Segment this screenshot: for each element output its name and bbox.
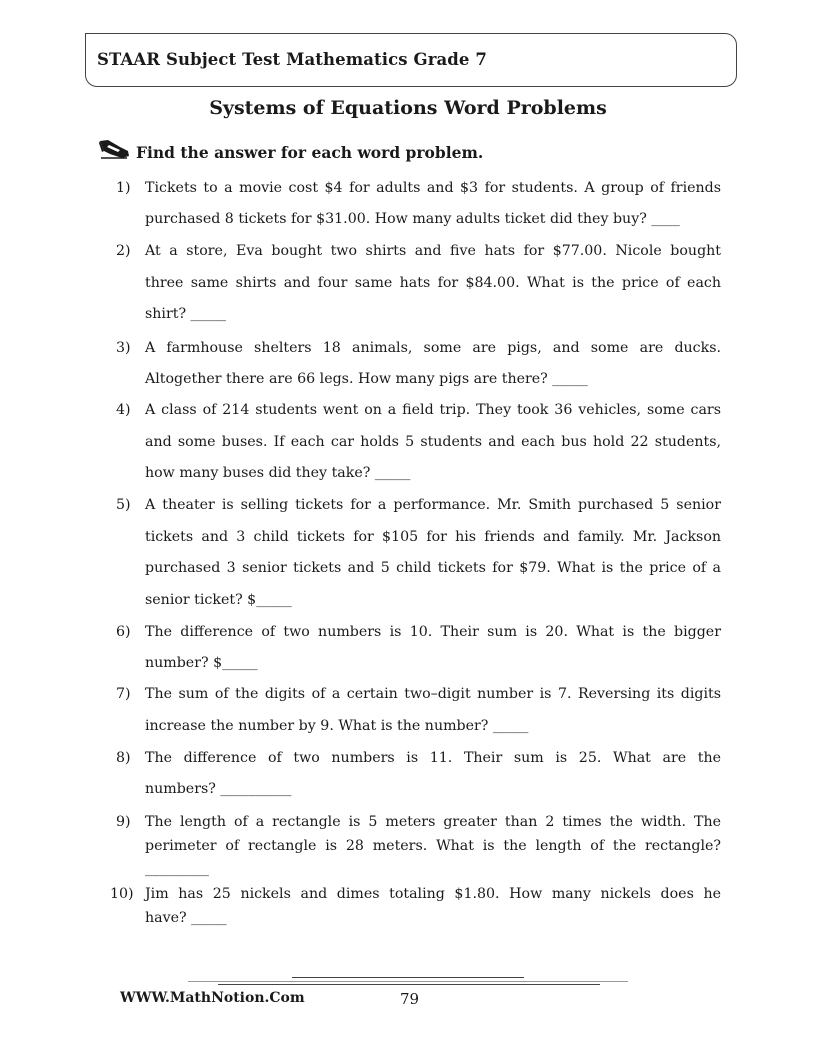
problem-number: 9) [116,814,131,830]
problem-text-line: and some buses. If each car holds 5 students and each bus hold 22 students, [145,434,721,450]
footer-website: WWW.MathNotion.Com [120,990,305,1006]
problem-text-line: senior ticket? $_____ [145,592,292,608]
footer-rule [188,981,628,982]
problem-number: 7) [116,686,131,702]
page-number: 79 [400,990,420,1008]
problem-text-line: have? _____ [145,910,227,926]
problem-number: 4) [116,402,131,418]
problem-text-line: At a store, Eva bought two shirts and five hats for $77.00. Nicole bought [145,243,721,259]
pencil-hand-icon [98,137,132,161]
page-heading: Systems of Equations Word Problems [209,97,607,119]
problem-text-line: Jim has 25 nickels and dimes totaling $1.80. How many nickels does he [145,886,721,902]
problem-text-line: number? $_____ [145,655,258,671]
problem-text-line: Altogether there are 66 legs. How many pigs are there? _____ [145,371,588,387]
problem-text-line: perimeter of rectangle is 28 meters. What is the length of the rectangle? [145,838,721,854]
problem-text-line: purchased 3 senior tickets and 5 child tickets for $79. What is the price of a [145,560,721,576]
problem-number: 3) [116,340,131,356]
problem-text-line: increase the number by 9. What is the number? _____ [145,718,529,734]
problem-text-line: purchased 8 tickets for $31.00. How many adults ticket did they buy? ____ [145,211,680,227]
problem-text-line: shirt? _____ [145,306,227,322]
problem-number: 1) [116,180,131,196]
problem-text-line: The sum of the digits of a certain two–digit number is 7. Reversing its digits [145,686,721,702]
problem-text-line: tickets and 3 child tickets for $105 for his friends and family. Mr. Jackson [145,529,721,545]
header-title: STAAR Subject Test Mathematics Grade 7 [97,50,487,69]
problem-number: 6) [116,624,131,640]
problem-text-line: Tickets to a movie cost $4 for adults and $3 for students. A group of friends [145,180,721,196]
problem-text-line: The difference of two numbers is 10. Their sum is 20. What is the bigger [145,624,721,640]
problem-text-line: how many buses did they take? _____ [145,465,411,481]
footer-rule [292,977,524,978]
problem-number: 5) [116,497,131,513]
instruction-text: Find the answer for each word problem. [136,143,484,162]
problem-text-line: three same shirts and four same hats for $84.00. What is the price of each [145,275,721,291]
problem-text-line: A theater is selling tickets for a performance. Mr. Smith purchased 5 senior [145,497,721,513]
problem-text-line: numbers? __________ [145,781,292,797]
problem-number: 10) [110,886,134,902]
problem-text-line: The difference of two numbers is 11. Their sum is 25. What are the [145,750,721,766]
footer-rule [218,984,600,985]
problem-number: 2) [116,243,131,259]
problem-text-line: The length of a rectangle is 5 meters greater than 2 times the width. The [145,814,721,830]
problem-text-line: A class of 214 students went on a field trip. They took 36 vehicles, some cars [145,402,721,418]
problem-text-line: A farmhouse shelters 18 animals, some are pigs, and some are ducks. [145,340,721,356]
problem-number: 8) [116,750,131,766]
problem-text-line: _________ [145,861,209,877]
